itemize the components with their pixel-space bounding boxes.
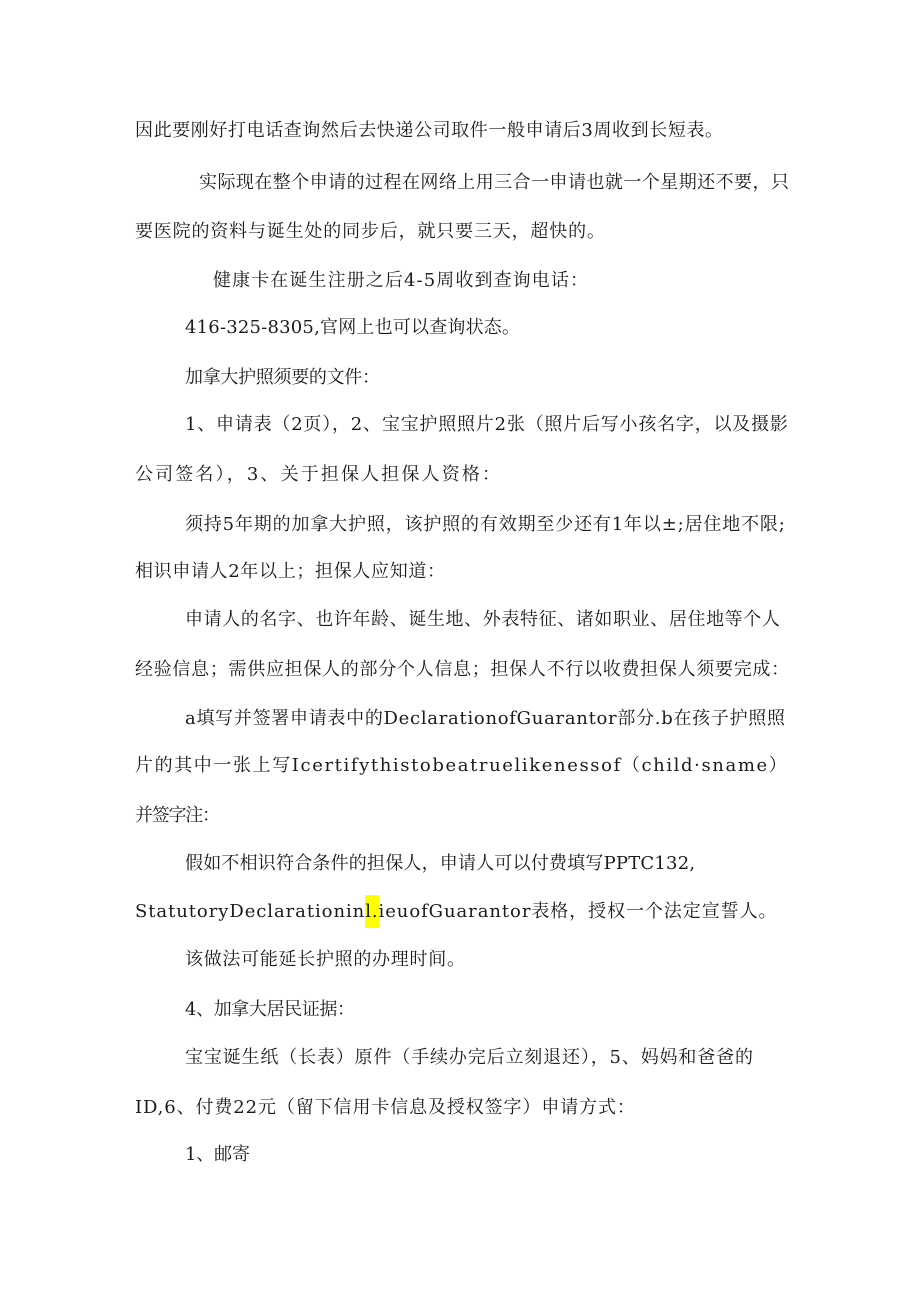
paragraph-line: 并签字注： (135, 805, 219, 826)
line-text-before: StatutoryDeclarationin (135, 901, 366, 922)
paragraph-line: 4、加拿大居民证据： (185, 999, 355, 1020)
paragraph-line: 416-325-8305,官网上也可以查询状态。 (185, 317, 521, 338)
paragraph-line: 该做法可能延长护照的办理时间。 (185, 949, 466, 970)
line-text-after: ieuofGuarantor表格，授权一个法定宣誓人。 (378, 901, 778, 922)
paragraph-line: a填写并签署申请表中的DeclarationofGuarantor部分.b在孩子护照照 (185, 708, 786, 729)
paragraph-line: 1、邮寄 (185, 1144, 250, 1165)
paragraph-line: ID,6、付费22元（留下信用卡信息及授权签字）申请方式： (135, 1097, 636, 1118)
highlighted-text: l. (365, 895, 378, 928)
paragraph-line: 加拿大护照须要的文件： (185, 367, 380, 388)
paragraph-line: 片的其中一张上写Icertifythistobeatruelikenessof（child·sname） (135, 755, 789, 776)
paragraph-line: 申请人的名字、也许年龄、诞生地、外表特征、诸如职业、居住地等个人 (185, 609, 781, 630)
paragraph-line: 假如不相识符合条件的担保人，申请人可以付费填写PPTC132, (185, 853, 696, 874)
paragraph-line: 实际现在整个申请的过程在网络上用三合一申请也就一个星期还不要，只 (199, 172, 790, 193)
paragraph-line: 经验信息；需供应担保人的部分个人信息；担保人不行以收费担保人须要完成： (135, 659, 790, 680)
paragraph-line: 因此要刚好打电话查询然后去快递公司取件一般申请后3周收到长短表。 (135, 120, 724, 141)
paragraph-line: 宝宝诞生纸（长表）原件（手续办完后立刻退还），5、妈妈和爸爸的 (185, 1047, 754, 1068)
paragraph-line: 健康卡在诞生注册之后4-5周收到查询电话： (213, 270, 590, 291)
paragraph-line: 要医院的资料与诞生处的同步后，就只要三天，超快的。 (135, 221, 606, 242)
paragraph-line: 须持5年期的加拿大护照，该护照的有效期至少还有1年以±;居住地不限; (185, 514, 786, 535)
paragraph-line-highlighted (135, 900, 777, 924)
paragraph-line: 1、申请表（2页），2、宝宝护照照片2张（照片后写小孩名字，以及摄影 (185, 414, 789, 435)
paragraph-line: 公司签名），3、关于担保人担保人资格： (135, 464, 503, 485)
paragraph-line: 相识申请人2年以上；担保人应知道： (135, 561, 446, 582)
